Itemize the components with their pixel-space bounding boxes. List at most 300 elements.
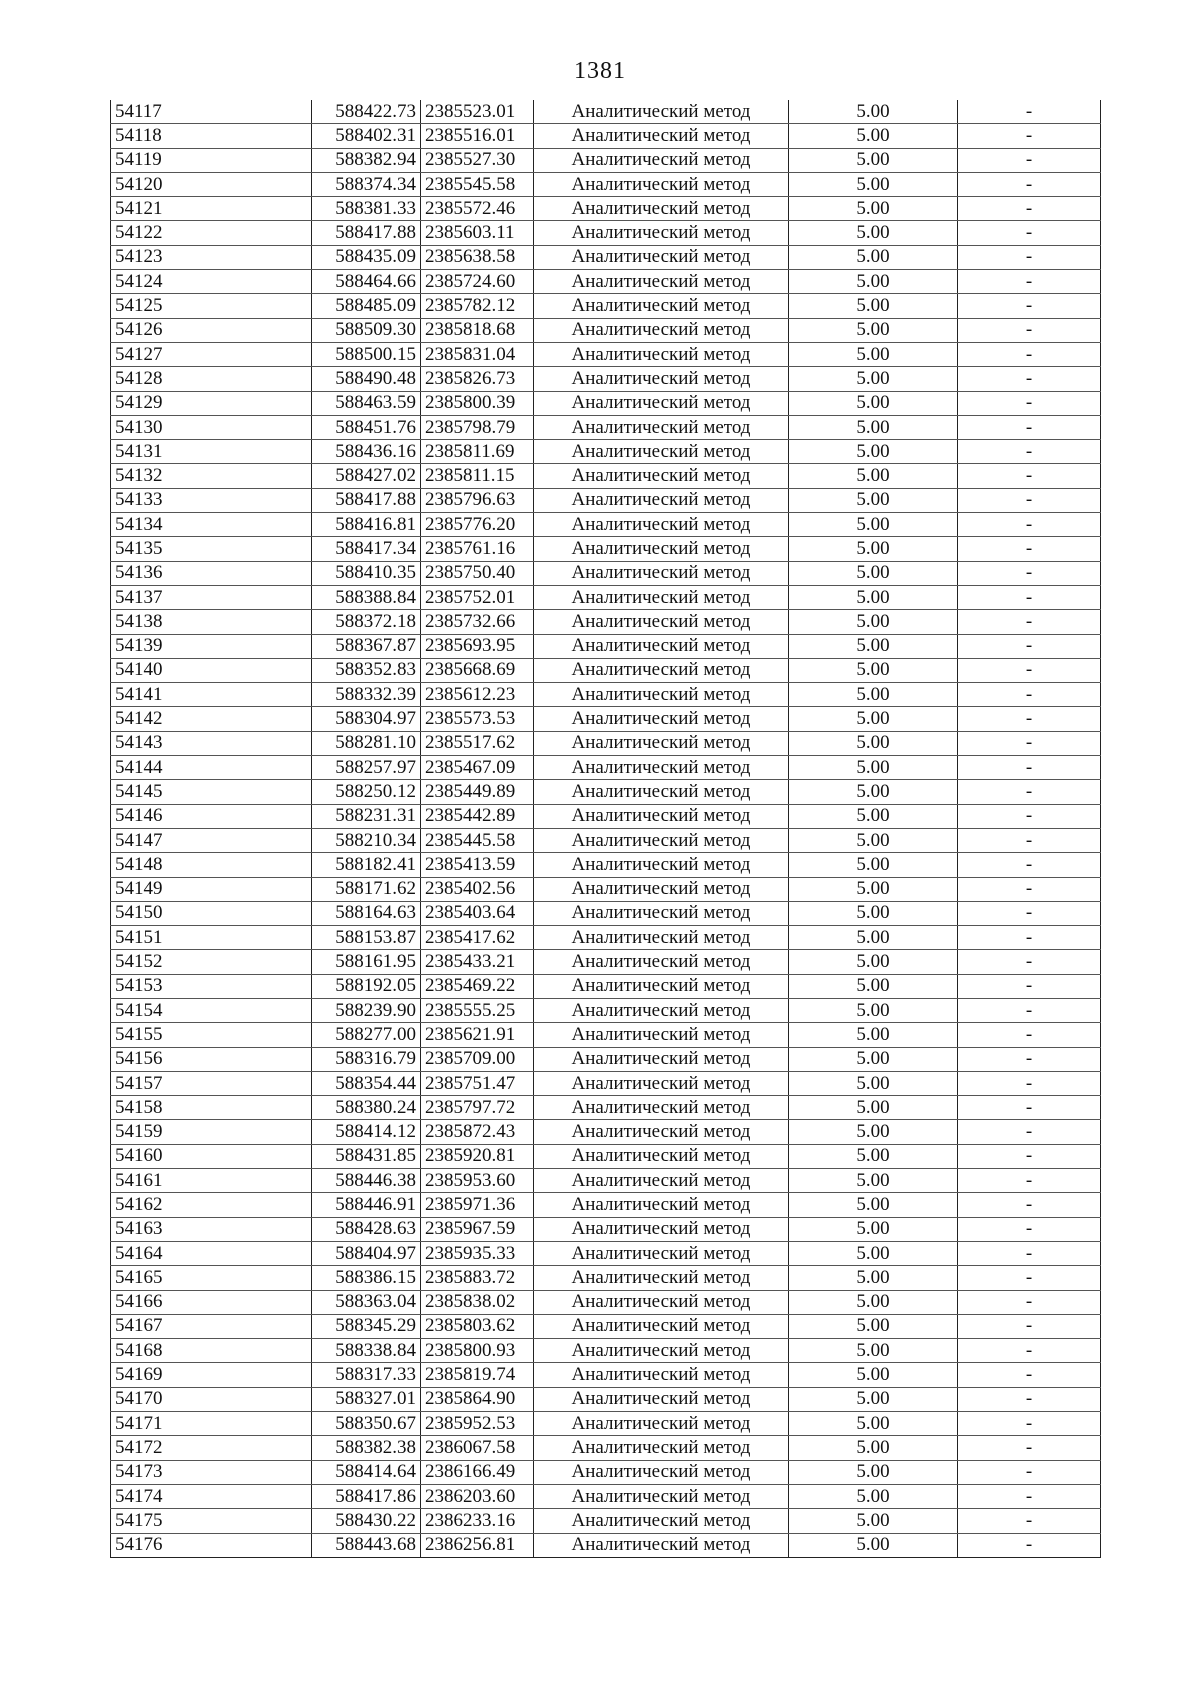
- note-cell: -: [958, 172, 1101, 196]
- note-cell: -: [958, 1387, 1101, 1411]
- accuracy-cell: 5.00: [789, 1387, 958, 1411]
- accuracy-cell: 5.00: [789, 342, 958, 366]
- point-number-cell: 54145: [111, 780, 312, 804]
- table-row: [111, 828, 1101, 852]
- note-cell: -: [958, 1436, 1101, 1460]
- method-cell: Аналитический метод: [534, 780, 789, 804]
- y-coordinate-cell: 2385603.11: [421, 221, 534, 245]
- method-cell: Аналитический метод: [534, 1314, 789, 1338]
- accuracy-cell: 5.00: [789, 731, 958, 755]
- y-coordinate-cell: 2385402.56: [421, 877, 534, 901]
- accuracy-cell: 5.00: [789, 148, 958, 172]
- table-row: [111, 561, 1101, 585]
- note-cell: -: [958, 756, 1101, 780]
- table-row: [111, 270, 1101, 294]
- note-cell: -: [958, 415, 1101, 439]
- x-coordinate-cell: 588500.15: [312, 342, 421, 366]
- table-row: [111, 440, 1101, 464]
- x-coordinate-cell: 588428.63: [312, 1217, 421, 1241]
- table-row: [111, 1023, 1101, 1047]
- note-cell: -: [958, 804, 1101, 828]
- y-coordinate-cell: 2385621.91: [421, 1023, 534, 1047]
- x-coordinate-cell: 588304.97: [312, 707, 421, 731]
- method-cell: Аналитический метод: [534, 1241, 789, 1265]
- x-coordinate-cell: 588446.38: [312, 1169, 421, 1193]
- table-row: [111, 1217, 1101, 1241]
- table-row: [111, 853, 1101, 877]
- accuracy-cell: 5.00: [789, 950, 958, 974]
- table-row: [111, 245, 1101, 269]
- method-cell: Аналитический метод: [534, 634, 789, 658]
- accuracy-cell: 5.00: [789, 440, 958, 464]
- y-coordinate-cell: 2385864.90: [421, 1387, 534, 1411]
- table-row: [111, 731, 1101, 755]
- table-row: [111, 1460, 1101, 1484]
- method-cell: Аналитический метод: [534, 926, 789, 950]
- method-cell: Аналитический метод: [534, 1144, 789, 1168]
- note-cell: -: [958, 974, 1101, 998]
- x-coordinate-cell: 588417.88: [312, 488, 421, 512]
- note-cell: -: [958, 1460, 1101, 1484]
- point-number-cell: 54157: [111, 1071, 312, 1095]
- x-coordinate-cell: 588451.76: [312, 415, 421, 439]
- method-cell: Аналитический метод: [534, 1217, 789, 1241]
- accuracy-cell: 5.00: [789, 585, 958, 609]
- y-coordinate-cell: 2385782.12: [421, 294, 534, 318]
- x-coordinate-cell: 588354.44: [312, 1071, 421, 1095]
- x-coordinate-cell: 588239.90: [312, 998, 421, 1022]
- point-number-cell: 54176: [111, 1533, 312, 1557]
- method-cell: Аналитический метод: [534, 1169, 789, 1193]
- table-row: [111, 998, 1101, 1022]
- table-row: [111, 221, 1101, 245]
- accuracy-cell: 5.00: [789, 318, 958, 342]
- method-cell: Аналитический метод: [534, 1436, 789, 1460]
- point-number-cell: 54171: [111, 1412, 312, 1436]
- method-cell: Аналитический метод: [534, 415, 789, 439]
- table-row: [111, 1096, 1101, 1120]
- y-coordinate-cell: 2385467.09: [421, 756, 534, 780]
- note-cell: -: [958, 1096, 1101, 1120]
- note-cell: -: [958, 658, 1101, 682]
- point-number-cell: 54128: [111, 367, 312, 391]
- note-cell: -: [958, 1314, 1101, 1338]
- note-cell: -: [958, 1071, 1101, 1095]
- table-row: [111, 367, 1101, 391]
- method-cell: Аналитический метод: [534, 100, 789, 124]
- accuracy-cell: 5.00: [789, 1314, 958, 1338]
- note-cell: -: [958, 1509, 1101, 1533]
- accuracy-cell: 5.00: [789, 1484, 958, 1508]
- note-cell: -: [958, 1412, 1101, 1436]
- x-coordinate-cell: 588171.62: [312, 877, 421, 901]
- accuracy-cell: 5.00: [789, 1071, 958, 1095]
- x-coordinate-cell: 588435.09: [312, 245, 421, 269]
- accuracy-cell: 5.00: [789, 1120, 958, 1144]
- accuracy-cell: 5.00: [789, 513, 958, 537]
- point-number-cell: 54140: [111, 658, 312, 682]
- table-row: [111, 294, 1101, 318]
- point-number-cell: 54125: [111, 294, 312, 318]
- point-number-cell: 54164: [111, 1241, 312, 1265]
- method-cell: Аналитический метод: [534, 391, 789, 415]
- note-cell: -: [958, 318, 1101, 342]
- accuracy-cell: 5.00: [789, 1144, 958, 1168]
- method-cell: Аналитический метод: [534, 513, 789, 537]
- point-number-cell: 54166: [111, 1290, 312, 1314]
- accuracy-cell: 5.00: [789, 270, 958, 294]
- table-row: [111, 1169, 1101, 1193]
- x-coordinate-cell: 588164.63: [312, 901, 421, 925]
- x-coordinate-cell: 588436.16: [312, 440, 421, 464]
- method-cell: Аналитический метод: [534, 1484, 789, 1508]
- note-cell: -: [958, 610, 1101, 634]
- y-coordinate-cell: 2385819.74: [421, 1363, 534, 1387]
- accuracy-cell: 5.00: [789, 1290, 958, 1314]
- note-cell: -: [958, 926, 1101, 950]
- y-coordinate-cell: 2385693.95: [421, 634, 534, 658]
- point-number-cell: 54148: [111, 853, 312, 877]
- point-number-cell: 54133: [111, 488, 312, 512]
- x-coordinate-cell: 588182.41: [312, 853, 421, 877]
- method-cell: Аналитический метод: [534, 124, 789, 148]
- x-coordinate-cell: 588231.31: [312, 804, 421, 828]
- note-cell: -: [958, 707, 1101, 731]
- method-cell: Аналитический метод: [534, 1071, 789, 1095]
- y-coordinate-cell: 2385413.59: [421, 853, 534, 877]
- x-coordinate-cell: 588350.67: [312, 1412, 421, 1436]
- x-coordinate-cell: 588463.59: [312, 391, 421, 415]
- accuracy-cell: 5.00: [789, 124, 958, 148]
- table-row: [111, 1509, 1101, 1533]
- y-coordinate-cell: 2385668.69: [421, 658, 534, 682]
- note-cell: -: [958, 391, 1101, 415]
- method-cell: Аналитический метод: [534, 1387, 789, 1411]
- method-cell: Аналитический метод: [534, 1193, 789, 1217]
- method-cell: Аналитический метод: [534, 148, 789, 172]
- point-number-cell: 54158: [111, 1096, 312, 1120]
- accuracy-cell: 5.00: [789, 1169, 958, 1193]
- point-number-cell: 54137: [111, 585, 312, 609]
- table-row: [111, 804, 1101, 828]
- x-coordinate-cell: 588374.34: [312, 172, 421, 196]
- accuracy-cell: 5.00: [789, 172, 958, 196]
- y-coordinate-cell: 2385573.53: [421, 707, 534, 731]
- method-cell: Аналитический метод: [534, 245, 789, 269]
- x-coordinate-cell: 588327.01: [312, 1387, 421, 1411]
- point-number-cell: 54123: [111, 245, 312, 269]
- point-number-cell: 54129: [111, 391, 312, 415]
- accuracy-cell: 5.00: [789, 1096, 958, 1120]
- method-cell: Аналитический метод: [534, 1460, 789, 1484]
- point-number-cell: 54147: [111, 828, 312, 852]
- note-cell: -: [958, 998, 1101, 1022]
- method-cell: Аналитический метод: [534, 950, 789, 974]
- x-coordinate-cell: 588430.22: [312, 1509, 421, 1533]
- point-number-cell: 54150: [111, 901, 312, 925]
- method-cell: Аналитический метод: [534, 1120, 789, 1144]
- table-row: [111, 585, 1101, 609]
- accuracy-cell: 5.00: [789, 804, 958, 828]
- method-cell: Аналитический метод: [534, 1096, 789, 1120]
- method-cell: Аналитический метод: [534, 367, 789, 391]
- accuracy-cell: 5.00: [789, 1363, 958, 1387]
- page-number: 1381: [574, 58, 626, 84]
- note-cell: -: [958, 1047, 1101, 1071]
- y-coordinate-cell: 2385803.62: [421, 1314, 534, 1338]
- y-coordinate-cell: 2385797.72: [421, 1096, 534, 1120]
- table-row: [111, 877, 1101, 901]
- method-cell: Аналитический метод: [534, 1533, 789, 1557]
- method-cell: Аналитический метод: [534, 440, 789, 464]
- table-row: [111, 1412, 1101, 1436]
- accuracy-cell: 5.00: [789, 391, 958, 415]
- y-coordinate-cell: 2385796.63: [421, 488, 534, 512]
- point-number-cell: 54173: [111, 1460, 312, 1484]
- accuracy-cell: 5.00: [789, 1217, 958, 1241]
- method-cell: Аналитический метод: [534, 707, 789, 731]
- y-coordinate-cell: 2385920.81: [421, 1144, 534, 1168]
- accuracy-cell: 5.00: [789, 1460, 958, 1484]
- table-row: [111, 658, 1101, 682]
- method-cell: Аналитический метод: [534, 828, 789, 852]
- note-cell: -: [958, 1193, 1101, 1217]
- x-coordinate-cell: 588382.94: [312, 148, 421, 172]
- point-number-cell: 54146: [111, 804, 312, 828]
- y-coordinate-cell: 2385831.04: [421, 342, 534, 366]
- note-cell: -: [958, 197, 1101, 221]
- table-row: [111, 974, 1101, 998]
- note-cell: -: [958, 877, 1101, 901]
- y-coordinate-cell: 2385883.72: [421, 1266, 534, 1290]
- table-row: [111, 950, 1101, 974]
- method-cell: Аналитический метод: [534, 658, 789, 682]
- accuracy-cell: 5.00: [789, 926, 958, 950]
- y-coordinate-cell: 2385724.60: [421, 270, 534, 294]
- x-coordinate-cell: 588402.31: [312, 124, 421, 148]
- x-coordinate-cell: 588416.81: [312, 513, 421, 537]
- y-coordinate-cell: 2385751.47: [421, 1071, 534, 1095]
- point-number-cell: 54149: [111, 877, 312, 901]
- table-row: [111, 1363, 1101, 1387]
- x-coordinate-cell: 588192.05: [312, 974, 421, 998]
- note-cell: -: [958, 780, 1101, 804]
- point-number-cell: 54168: [111, 1339, 312, 1363]
- x-coordinate-cell: 588317.33: [312, 1363, 421, 1387]
- table-row: [111, 683, 1101, 707]
- accuracy-cell: 5.00: [789, 1023, 958, 1047]
- y-coordinate-cell: 2385638.58: [421, 245, 534, 269]
- note-cell: -: [958, 245, 1101, 269]
- table-row: [111, 1241, 1101, 1265]
- y-coordinate-cell: 2385417.62: [421, 926, 534, 950]
- x-coordinate-cell: 588485.09: [312, 294, 421, 318]
- table-row: [111, 415, 1101, 439]
- y-coordinate-cell: 2385750.40: [421, 561, 534, 585]
- y-coordinate-cell: 2385752.01: [421, 585, 534, 609]
- point-number-cell: 54135: [111, 537, 312, 561]
- x-coordinate-cell: 588332.39: [312, 683, 421, 707]
- y-coordinate-cell: 2385838.02: [421, 1290, 534, 1314]
- table-row: [111, 1071, 1101, 1095]
- note-cell: -: [958, 342, 1101, 366]
- x-coordinate-cell: 588431.85: [312, 1144, 421, 1168]
- point-number-cell: 54163: [111, 1217, 312, 1241]
- point-number-cell: 54138: [111, 610, 312, 634]
- note-cell: -: [958, 901, 1101, 925]
- method-cell: Аналитический метод: [534, 488, 789, 512]
- method-cell: Аналитический метод: [534, 561, 789, 585]
- method-cell: Аналитический метод: [534, 804, 789, 828]
- accuracy-cell: 5.00: [789, 1339, 958, 1363]
- note-cell: -: [958, 148, 1101, 172]
- table-row: [111, 318, 1101, 342]
- x-coordinate-cell: 588250.12: [312, 780, 421, 804]
- y-coordinate-cell: 2385967.59: [421, 1217, 534, 1241]
- point-number-cell: 54122: [111, 221, 312, 245]
- method-cell: Аналитический метод: [534, 318, 789, 342]
- point-number-cell: 54134: [111, 513, 312, 537]
- note-cell: -: [958, 1120, 1101, 1144]
- accuracy-cell: 5.00: [789, 610, 958, 634]
- accuracy-cell: 5.00: [789, 245, 958, 269]
- x-coordinate-cell: 588381.33: [312, 197, 421, 221]
- method-cell: Аналитический метод: [534, 1266, 789, 1290]
- point-number-cell: 54153: [111, 974, 312, 998]
- note-cell: -: [958, 585, 1101, 609]
- y-coordinate-cell: 2385811.69: [421, 440, 534, 464]
- y-coordinate-cell: 2385469.22: [421, 974, 534, 998]
- table-row: [111, 1193, 1101, 1217]
- x-coordinate-cell: 588417.34: [312, 537, 421, 561]
- method-cell: Аналитический метод: [534, 464, 789, 488]
- table-row: [111, 707, 1101, 731]
- note-cell: -: [958, 100, 1101, 124]
- note-cell: -: [958, 1484, 1101, 1508]
- accuracy-cell: 5.00: [789, 707, 958, 731]
- accuracy-cell: 5.00: [789, 1266, 958, 1290]
- x-coordinate-cell: 588210.34: [312, 828, 421, 852]
- point-number-cell: 54141: [111, 683, 312, 707]
- point-number-cell: 54132: [111, 464, 312, 488]
- table-row: [111, 342, 1101, 366]
- x-coordinate-cell: 588257.97: [312, 756, 421, 780]
- method-cell: Аналитический метод: [534, 294, 789, 318]
- accuracy-cell: 5.00: [789, 1509, 958, 1533]
- method-cell: Аналитический метод: [534, 853, 789, 877]
- point-number-cell: 54155: [111, 1023, 312, 1047]
- x-coordinate-cell: 588417.86: [312, 1484, 421, 1508]
- table-row: [111, 464, 1101, 488]
- point-number-cell: 54119: [111, 148, 312, 172]
- method-cell: Аналитический метод: [534, 1339, 789, 1363]
- x-coordinate-cell: 588388.84: [312, 585, 421, 609]
- y-coordinate-cell: 2385776.20: [421, 513, 534, 537]
- note-cell: -: [958, 537, 1101, 561]
- y-coordinate-cell: 2385798.79: [421, 415, 534, 439]
- y-coordinate-cell: 2385826.73: [421, 367, 534, 391]
- note-cell: -: [958, 683, 1101, 707]
- table-row: [111, 1339, 1101, 1363]
- point-number-cell: 54175: [111, 1509, 312, 1533]
- method-cell: Аналитический метод: [534, 221, 789, 245]
- method-cell: Аналитический метод: [534, 342, 789, 366]
- coordinates-table-body: [111, 100, 1101, 1557]
- point-number-cell: 54161: [111, 1169, 312, 1193]
- accuracy-cell: 5.00: [789, 100, 958, 124]
- y-coordinate-cell: 2386166.49: [421, 1460, 534, 1484]
- table-row: [111, 634, 1101, 658]
- x-coordinate-cell: 588281.10: [312, 731, 421, 755]
- method-cell: Аналитический метод: [534, 877, 789, 901]
- x-coordinate-cell: 588410.35: [312, 561, 421, 585]
- method-cell: Аналитический метод: [534, 172, 789, 196]
- x-coordinate-cell: 588414.12: [312, 1120, 421, 1144]
- point-number-cell: 54127: [111, 342, 312, 366]
- note-cell: -: [958, 440, 1101, 464]
- x-coordinate-cell: 588509.30: [312, 318, 421, 342]
- table-row: [111, 391, 1101, 415]
- note-cell: -: [958, 1290, 1101, 1314]
- accuracy-cell: 5.00: [789, 658, 958, 682]
- y-coordinate-cell: 2385523.01: [421, 100, 534, 124]
- method-cell: Аналитический метод: [534, 537, 789, 561]
- y-coordinate-cell: 2385800.93: [421, 1339, 534, 1363]
- table-row: [111, 197, 1101, 221]
- y-coordinate-cell: 2386256.81: [421, 1533, 534, 1557]
- point-number-cell: 54136: [111, 561, 312, 585]
- x-coordinate-cell: 588490.48: [312, 367, 421, 391]
- note-cell: -: [958, 731, 1101, 755]
- note-cell: -: [958, 221, 1101, 245]
- x-coordinate-cell: 588464.66: [312, 270, 421, 294]
- note-cell: -: [958, 1339, 1101, 1363]
- note-cell: -: [958, 828, 1101, 852]
- point-number-cell: 54156: [111, 1047, 312, 1071]
- table-row: [111, 1314, 1101, 1338]
- point-number-cell: 54151: [111, 926, 312, 950]
- note-cell: -: [958, 634, 1101, 658]
- table-row: [111, 1120, 1101, 1144]
- table-row: [111, 148, 1101, 172]
- method-cell: Аналитический метод: [534, 270, 789, 294]
- method-cell: Аналитический метод: [534, 731, 789, 755]
- y-coordinate-cell: 2385811.15: [421, 464, 534, 488]
- point-number-cell: 54154: [111, 998, 312, 1022]
- method-cell: Аналитический метод: [534, 1023, 789, 1047]
- accuracy-cell: 5.00: [789, 1412, 958, 1436]
- x-coordinate-cell: 588338.84: [312, 1339, 421, 1363]
- accuracy-cell: 5.00: [789, 561, 958, 585]
- y-coordinate-cell: 2386067.58: [421, 1436, 534, 1460]
- accuracy-cell: 5.00: [789, 853, 958, 877]
- table-row: [111, 926, 1101, 950]
- method-cell: Аналитический метод: [534, 610, 789, 634]
- x-coordinate-cell: 588417.88: [312, 221, 421, 245]
- point-number-cell: 54170: [111, 1387, 312, 1411]
- accuracy-cell: 5.00: [789, 756, 958, 780]
- method-cell: Аналитический метод: [534, 756, 789, 780]
- point-number-cell: 54130: [111, 415, 312, 439]
- table-row: [111, 124, 1101, 148]
- point-number-cell: 54152: [111, 950, 312, 974]
- note-cell: -: [958, 1023, 1101, 1047]
- accuracy-cell: 5.00: [789, 1436, 958, 1460]
- x-coordinate-cell: 588380.24: [312, 1096, 421, 1120]
- table-row: [111, 1290, 1101, 1314]
- point-number-cell: 54174: [111, 1484, 312, 1508]
- table-row: [111, 1484, 1101, 1508]
